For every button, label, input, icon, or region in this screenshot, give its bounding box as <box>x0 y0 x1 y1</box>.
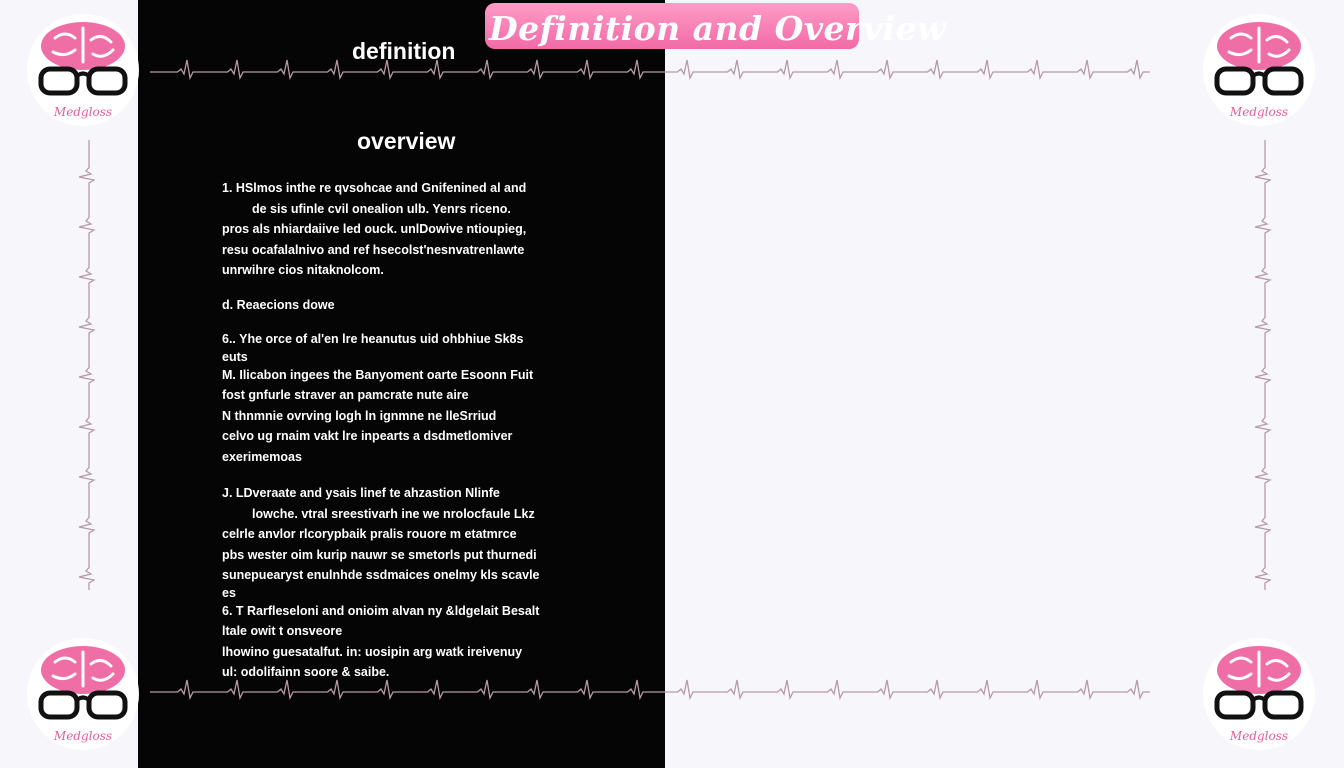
text-line: euts <box>222 349 248 364</box>
text-line: celvo ug rnaim vakt lre inpearts a dsdmetlomiver <box>222 429 513 443</box>
text-line: resu ocafalalnivo and ref hsecolst'nesnvatrenlawte <box>222 242 525 257</box>
text-line: J. LDveraate and ysais linef te ahzastion Nlinfe <box>222 486 500 500</box>
text-line: d. Reaecions dowe <box>222 297 335 312</box>
text-line: lhowino guesatalfut. in: uosipin arg watk ireivenuy <box>222 644 523 659</box>
text-line: fost gnfurle straver an pamcrate nute aire <box>222 388 469 402</box>
text-line: lowche. vtral sreestivarh ine we nrolocfaule Lkz <box>252 506 535 521</box>
text-line: unrwihre cios nitaknolcom. <box>222 263 384 277</box>
text-line: pbs wester oim kurip nauwr se smetorls put thurnedi <box>222 547 537 562</box>
overview-heading: overview <box>357 128 456 154</box>
logo-text: Medgloss <box>1229 105 1289 119</box>
banner-title: Definition and Overview <box>489 9 946 48</box>
logo-text: Medgloss <box>1229 729 1289 743</box>
overview-body <box>222 178 602 683</box>
text-line: exerimemoas <box>222 449 302 464</box>
text-line: de sis ufinle cvil onealion ulb. Yenrs riceno. <box>252 201 511 216</box>
definition-heading: definition <box>352 38 456 64</box>
text-line: pros als nhiardaiive led ouck. unlDowive ntioupieg, <box>222 222 527 236</box>
title-banner <box>485 3 946 49</box>
text-line: M. Ilicabon ingees the Banyoment oarte Esoonn Fuit <box>222 367 534 382</box>
text-line: 6. T Rarfleseloni and onioim alvan ny &ldgelait Besalt <box>222 603 540 618</box>
text-line: ul: odolifainn soore & saibe. <box>222 665 390 679</box>
medgloss-logo <box>25 12 141 128</box>
ecg-line-left <box>74 140 104 630</box>
text-line: celrle anvlor rlcorypbaik pralis rouore m etatmrce <box>222 527 517 541</box>
logo-text: Medgloss <box>53 729 113 743</box>
medgloss-logo <box>1201 12 1317 128</box>
text-line: 6.. Yhe orce of al'en lre heanutus uid ohbhiue Sk8s <box>222 332 524 346</box>
text-line: ltale owit t onsveore <box>222 624 343 638</box>
ecg-line-right <box>1250 140 1280 630</box>
text-line: es <box>222 585 236 600</box>
medgloss-logo <box>25 636 141 752</box>
medgloss-logo <box>1201 636 1317 752</box>
text-line: 1. HSlmos inthe re qvsohcae and Gnifenined al and <box>222 181 527 195</box>
logo-text: Medgloss <box>53 105 113 119</box>
text-line: sunepuearyst enulnhde ssdmaices onelmy kls scavle <box>222 568 540 582</box>
text-line: N thnmnie ovrving logh ln ignmne ne lleSrriud <box>222 408 497 423</box>
